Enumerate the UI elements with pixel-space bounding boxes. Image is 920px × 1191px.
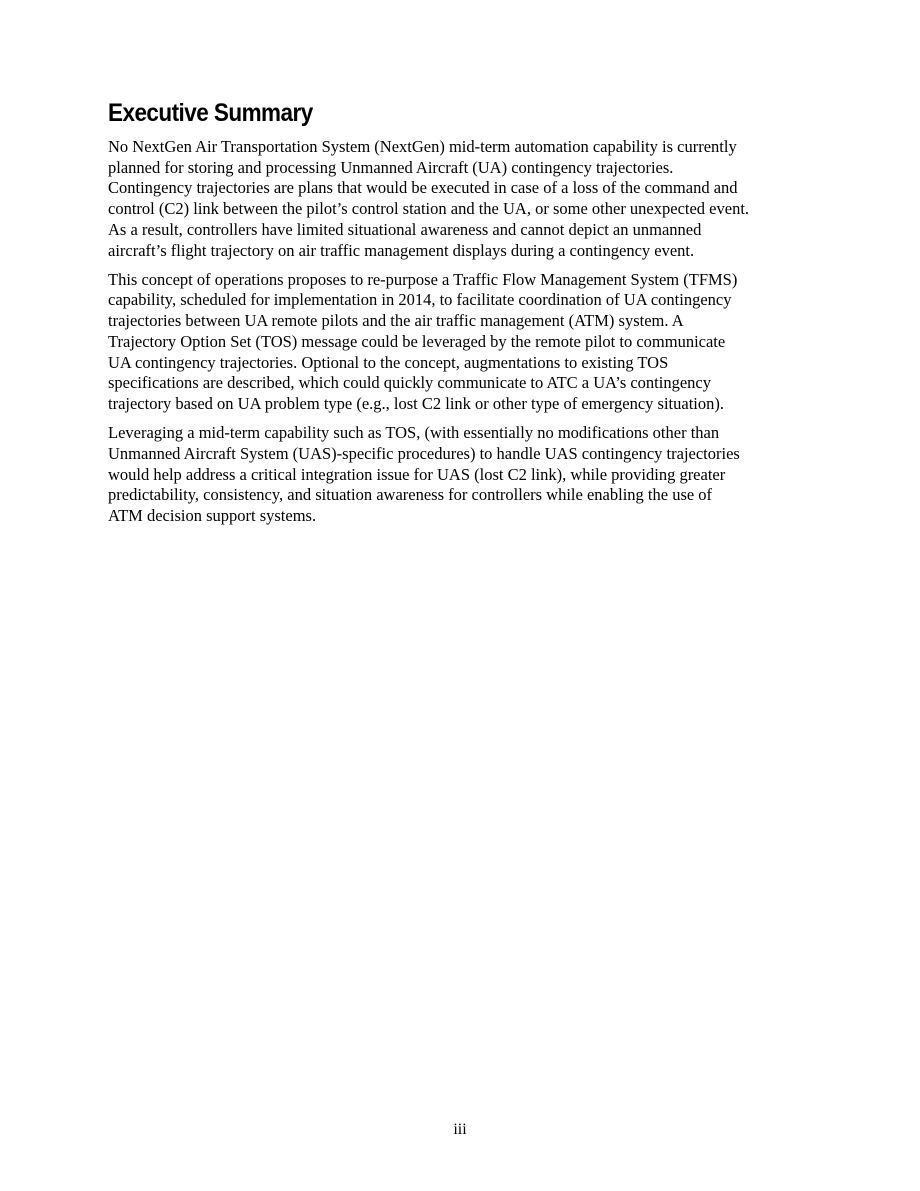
text-line: planned for storing and processing Unmanned Aircraft (UA) contingency trajectories. (108, 157, 674, 177)
paragraph-1 (108, 137, 816, 261)
text-line: predictability, consistency, and situation awareness for controllers while enabling the use of (108, 485, 713, 505)
text-line: Contingency trajectories are plans that would be executed in case of a loss of the command and (108, 178, 738, 198)
text-line: Trajectory Option Set (TOS) message could be leveraged by the remote pilot to communicate (108, 331, 726, 351)
text-line: aircraft’s flight trajectory on air traffic management displays during a contingency event. (108, 240, 695, 260)
text-line: ATM decision support systems. (108, 505, 317, 525)
text-line: This concept of operations proposes to re-purpose a Traffic Flow Management System (TFMS) (108, 269, 738, 289)
text-line: Unmanned Aircraft System (UAS)-specific procedures) to handle UAS contingency trajectories (108, 443, 740, 463)
page-title: Executive Summary (108, 99, 313, 127)
text-line: trajectories between UA remote pilots and the air traffic management (ATM) system. A (108, 311, 684, 331)
text-line: trajectory based on UA problem type (e.g., lost C2 link or other type of emergency situation). (108, 393, 725, 413)
text-line: Leveraging a mid-term capability such as TOS, (with essentially no modifications other than (108, 423, 720, 443)
text-line: UA contingency trajectories. Optional to the concept, augmentations to existing TOS (108, 352, 669, 372)
text-line: would help address a critical integration issue for UAS (lost C2 link), while providing greater (108, 464, 726, 484)
page-number: iii (453, 1121, 467, 1138)
text-line: As a result, controllers have limited situational awareness and cannot depict an unmanned (108, 219, 702, 239)
paragraph-3 (108, 423, 816, 527)
text-line: control (C2) link between the pilot’s control station and the UA, or some other unexpected event. (108, 199, 750, 219)
text-line: specifications are described, which could quickly communicate to ATC a UA’s contingency (108, 373, 711, 393)
text-line: capability, scheduled for implementation in 2014, to facilitate coordination of UA contingency (108, 290, 732, 310)
text-line: No NextGen Air Transportation System (NextGen) mid-term automation capability is currently (108, 137, 737, 156)
body-text (108, 137, 816, 535)
paragraph-2 (108, 270, 816, 415)
